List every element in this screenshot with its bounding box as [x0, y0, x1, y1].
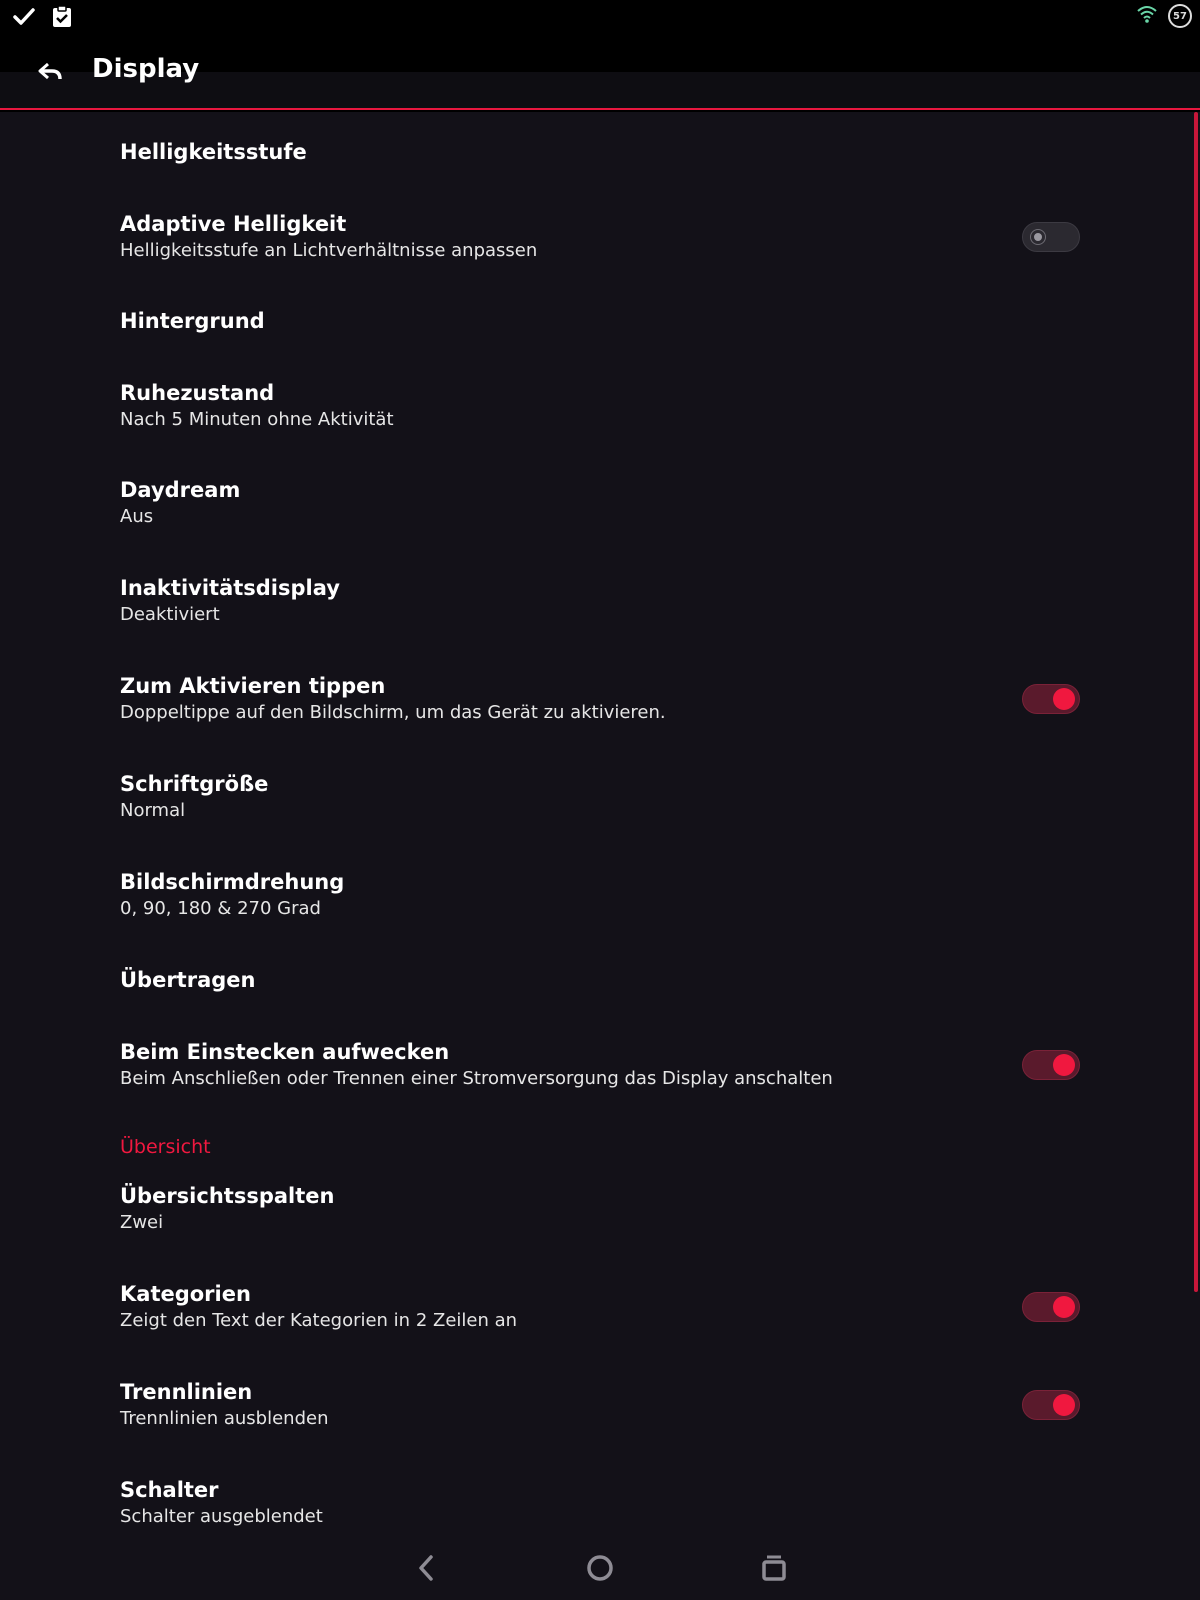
setting-title: Helligkeitsstufe — [120, 140, 307, 164]
setting-subtitle: Nach 5 Minuten ohne Aktivität — [120, 409, 394, 430]
setting-subtitle: Trennlinien ausblenden — [120, 1408, 329, 1429]
back-button[interactable] — [30, 52, 70, 92]
setting-title: Zum Aktivieren tippen — [120, 674, 386, 698]
wake-on-plug-toggle[interactable] — [1022, 1050, 1080, 1080]
setting-switches[interactable] — [120, 1476, 1080, 1530]
setting-title: Schalter — [120, 1478, 219, 1502]
setting-title: Adaptive Helligkeit — [120, 212, 347, 236]
check-icon — [12, 5, 36, 33]
setting-title: Trennlinien — [120, 1380, 253, 1404]
setting-subtitle: Doppeltippe auf den Bildschirm, um das Gerät zu aktivieren. — [120, 702, 666, 723]
battery-icon: 57 — [1168, 4, 1192, 28]
setting-overview-columns[interactable] — [120, 1182, 1080, 1236]
setting-title: Schriftgröße — [120, 772, 269, 796]
nav-home-icon — [585, 1553, 615, 1583]
adaptive-brightness-toggle[interactable] — [1022, 222, 1080, 252]
setting-dividers[interactable] — [120, 1378, 1080, 1432]
setting-title: Daydream — [120, 478, 241, 502]
setting-title: Hintergrund — [120, 309, 265, 333]
setting-title: Übersichtsspalten — [120, 1184, 335, 1208]
clipboard-icon — [50, 5, 74, 33]
dividers-toggle[interactable] — [1022, 1390, 1080, 1420]
setting-subtitle: Beim Anschließen oder Trennen einer Stromversorgung das Display anschalten — [120, 1068, 833, 1089]
setting-screen-rotation[interactable] — [120, 868, 1080, 922]
nav-home-button[interactable] — [582, 1550, 618, 1586]
setting-subtitle: Zeigt den Text der Kategorien in 2 Zeilen an — [120, 1310, 518, 1331]
setting-subtitle: Aus — [120, 506, 154, 527]
settings-list[interactable] — [0, 112, 1200, 1536]
status-bar — [0, 0, 1200, 34]
nav-back-button[interactable] — [408, 1550, 444, 1586]
setting-subtitle: Schalter ausgeblendet — [120, 1506, 323, 1527]
setting-tap-to-wake[interactable] — [120, 672, 1080, 726]
setting-subtitle: Helligkeitsstufe an Lichtverhältnisse anpassen — [120, 240, 538, 261]
categories-toggle[interactable] — [1022, 1292, 1080, 1322]
setting-font-size[interactable] — [120, 770, 1080, 824]
wifi-icon — [1136, 4, 1158, 28]
nav-back-icon — [414, 1553, 438, 1583]
section-header-overview: Übersicht — [120, 1136, 211, 1158]
setting-wake-on-plug[interactable] — [120, 1038, 1080, 1092]
setting-title: Kategorien — [120, 1282, 251, 1306]
setting-brightness-level[interactable] — [120, 138, 1080, 166]
back-arrow-icon — [36, 60, 64, 84]
scrollbar[interactable] — [1194, 112, 1198, 1292]
setting-wallpaper[interactable] — [120, 307, 1080, 335]
nav-recents-icon — [761, 1553, 787, 1583]
setting-title: Inaktivitätsdisplay — [120, 576, 340, 600]
setting-title: Übertragen — [120, 968, 256, 992]
nav-recents-button[interactable] — [756, 1550, 792, 1586]
setting-daydream[interactable] — [120, 476, 1080, 530]
setting-subtitle: Deaktiviert — [120, 604, 220, 625]
setting-title: Ruhezustand — [120, 381, 275, 405]
page-title: Display — [92, 54, 200, 84]
setting-title: Beim Einstecken aufwecken — [120, 1040, 450, 1064]
navigation-bar — [0, 1536, 1200, 1600]
app-bar — [0, 34, 1200, 110]
setting-cast[interactable] — [120, 966, 1080, 994]
setting-subtitle: Normal — [120, 800, 186, 821]
setting-subtitle: 0, 90, 180 & 270 Grad — [120, 898, 321, 919]
setting-sleep[interactable] — [120, 379, 1080, 433]
setting-subtitle: Zwei — [120, 1212, 164, 1233]
setting-adaptive-brightness[interactable] — [120, 210, 1080, 264]
setting-ambient-display[interactable] — [120, 574, 1080, 628]
tap-to-wake-toggle[interactable] — [1022, 684, 1080, 714]
setting-categories[interactable] — [120, 1280, 1080, 1334]
setting-title: Bildschirmdrehung — [120, 870, 345, 894]
